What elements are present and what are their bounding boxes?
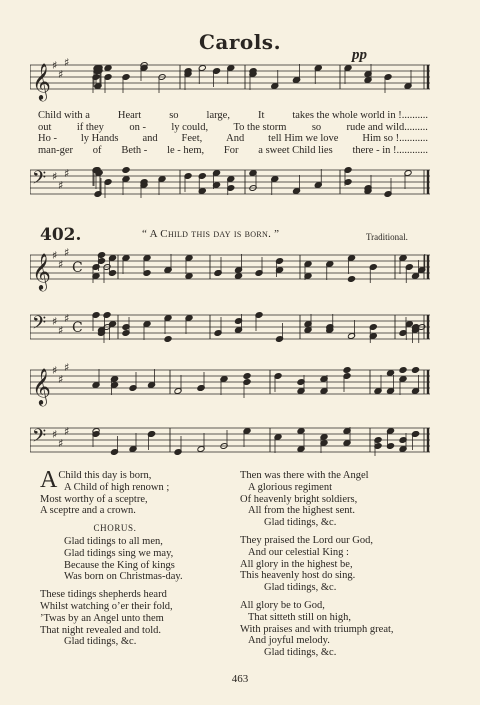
drop-cap: A	[40, 467, 58, 493]
svg-text:𝄢: 𝄢	[32, 426, 47, 451]
lyric-line-1: Child with a Heart so large, It takes the whole world in !..........	[38, 110, 428, 121]
svg-text:𝄞: 𝄞	[32, 367, 51, 405]
treble-staff-3	[30, 360, 430, 410]
refrain-line: Glad tidings, &c.	[264, 582, 337, 594]
verse-line: That sitteth still on high,	[248, 611, 351, 623]
svg-text:♯: ♯	[64, 361, 70, 374]
stanza-5	[240, 600, 440, 659]
treble-staff-2	[30, 245, 430, 295]
hymn-number: 402.	[40, 225, 82, 245]
refrain-line: Glad tidings, &c.	[264, 647, 337, 659]
svg-text:♯: ♯	[52, 59, 58, 72]
svg-text:♯: ♯	[58, 437, 64, 450]
svg-text:♯: ♯	[58, 258, 64, 271]
verse-line: Then was there with the Angel	[240, 470, 369, 481]
verse-line: A Child this day is born,	[40, 467, 152, 493]
page-number: 463	[231, 673, 249, 685]
lyric-line-3: Ho - ly Hands and Feet, And tell Him we love Him so !...........	[38, 133, 428, 144]
svg-text:𝄢: 𝄢	[32, 168, 47, 193]
verse-line: Most worthy of a sceptre,	[40, 493, 148, 505]
svg-text:♯: ♯	[64, 246, 70, 259]
verse-line: And joyful melody.	[248, 635, 330, 647]
svg-text:♯: ♯	[52, 315, 58, 328]
verse-column-right	[240, 470, 440, 665]
lyric-line-4: man-ger of Beth - le - hem, For a sweet Child lies there - in !............	[38, 144, 428, 156]
svg-text:♯: ♯	[64, 425, 70, 438]
verse-column-left	[40, 467, 230, 654]
svg-text:♯: ♯	[52, 364, 58, 377]
verse-line: A Child of high renown ;	[64, 481, 170, 493]
svg-text:♯: ♯	[64, 312, 70, 325]
pianissimo-mark: pp	[352, 47, 367, 63]
bass-staff-1	[30, 160, 430, 210]
verse-line: Of heavenly bright soldiers,	[240, 493, 358, 505]
running-title: Carols.	[198, 30, 282, 54]
treble-staff-1	[30, 55, 430, 105]
verse-line: All glory be to God,	[240, 599, 325, 611]
carol-lyrics	[38, 110, 428, 156]
hymn-title: “ A Child this day is born. ”	[142, 228, 280, 240]
verse-line: They praised the Lord our God,	[240, 534, 373, 546]
verse-line: ’Twas by an Angel unto them	[40, 612, 164, 624]
verse-line: A sceptre and a crown.	[40, 505, 136, 517]
stanza-3	[240, 470, 440, 529]
bass-staff-3	[30, 418, 430, 468]
chorus-heading: CHORUS.	[93, 523, 137, 534]
stanza-4	[240, 535, 440, 594]
verse-line: And our celestial King :	[248, 546, 349, 558]
hymn-attribution: Traditional.	[366, 232, 408, 242]
verse-line: This heavenly host do sing.	[240, 570, 356, 582]
svg-text:♯: ♯	[58, 373, 64, 386]
verse-line: All glory in the highest be,	[240, 558, 353, 570]
svg-text:C: C	[72, 320, 83, 336]
svg-text:♯: ♯	[58, 324, 64, 337]
svg-text:C: C	[72, 260, 83, 276]
svg-text:♯: ♯	[64, 56, 70, 69]
stanza-2	[40, 589, 230, 648]
svg-text:♯: ♯	[52, 428, 58, 441]
bass-staff-2	[30, 305, 430, 355]
svg-text:♯: ♯	[58, 179, 64, 192]
verse-line: Whilst watching o’er their fold,	[40, 600, 173, 612]
verse-line: A glorious regiment	[248, 481, 332, 493]
svg-text:𝄢: 𝄢	[32, 313, 47, 338]
verse-line: All from the highest sent.	[248, 505, 356, 517]
verse-line: That night revealed and told.	[40, 624, 162, 636]
verse-line: Was born on Christmas-day.	[64, 571, 183, 583]
verse-line: Glad tidings to all men,	[64, 535, 163, 547]
stanza-1	[40, 467, 230, 517]
verse-line: These tidings shepherds heard	[40, 589, 167, 601]
svg-text:𝄞: 𝄞	[32, 252, 51, 290]
svg-text:𝄞: 𝄞	[32, 62, 51, 100]
chorus	[40, 523, 230, 583]
svg-text:♯: ♯	[52, 249, 58, 262]
refrain-line: Glad tidings, &c.	[64, 636, 137, 648]
verse-line: Because the King of kings	[64, 559, 175, 571]
verse-line: With praises and with triumph great,	[240, 623, 394, 635]
svg-text:♯: ♯	[52, 170, 58, 183]
svg-text:♯: ♯	[58, 68, 64, 81]
svg-text:♯: ♯	[64, 167, 70, 180]
refrain-line: Glad tidings, &c.	[264, 517, 337, 529]
verse-line: Glad tidings sing we may,	[64, 547, 174, 559]
lyric-line-2: out if they on - ly could, To the storm so rude and wild.........	[38, 121, 428, 133]
